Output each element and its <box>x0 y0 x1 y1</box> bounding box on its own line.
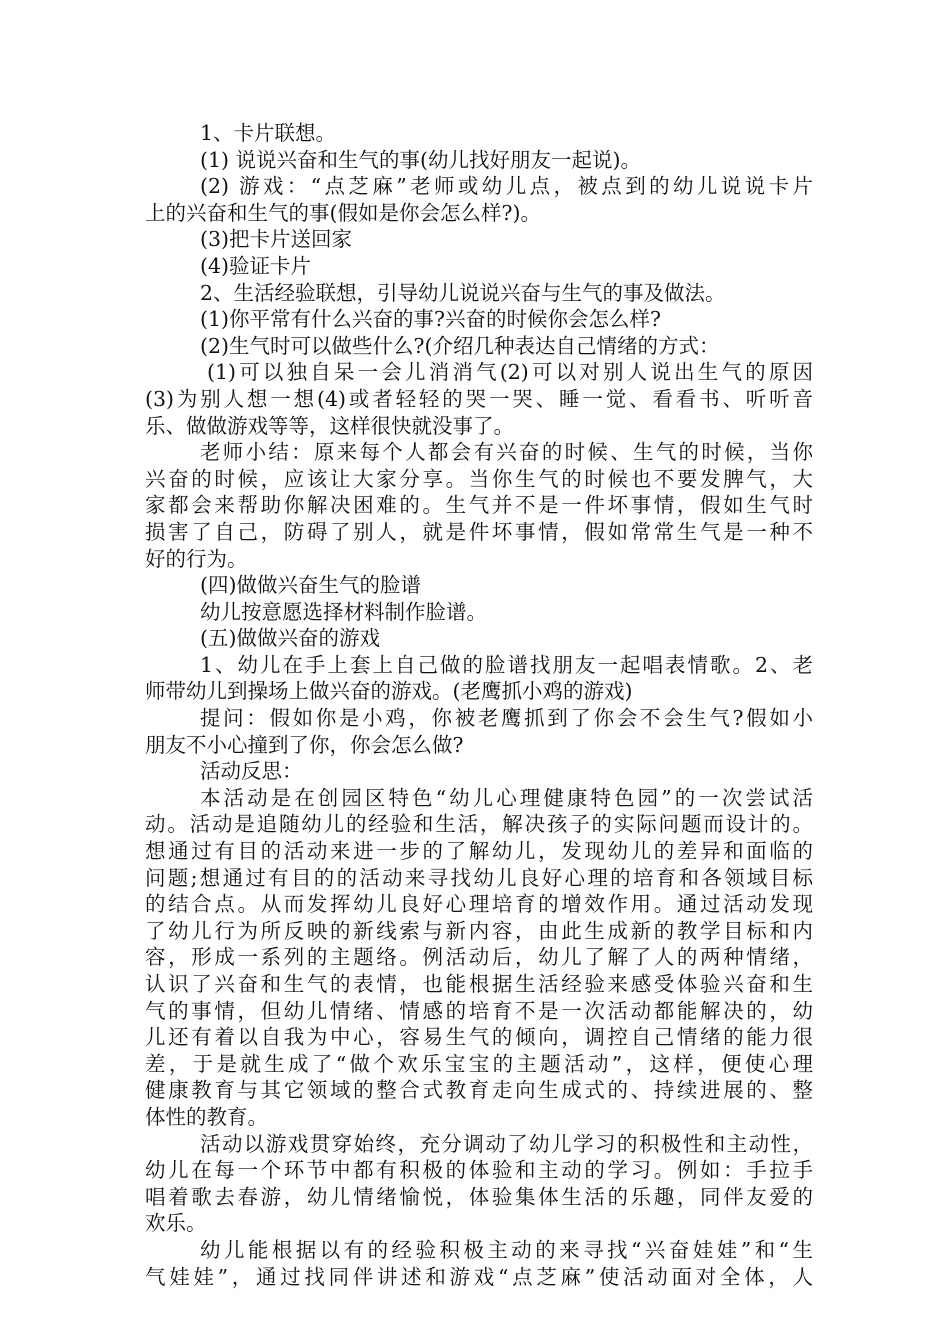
text-line: 1、幼儿在手上套上自己做的脸谱找朋友一起唱表情歌。2、老 <box>200 652 813 677</box>
text-line: 幼儿能根据以有的经验积极主动的来寻找“兴奋娃娃”和“生 <box>200 1237 813 1262</box>
text-line: 认识了兴奋和生气的表情，也能根据生活经验来感受体验兴奋和生 <box>145 972 813 996</box>
text-line: 健康教育与其它领域的整合式教育走向生成式的、持续进展的、整 <box>145 1078 813 1103</box>
text-line: 儿还有着以自我为中心，容易生气的倾向，调控自己情绪的能力很 <box>145 1025 813 1050</box>
text-line: 老师小结：原来每个人都会有兴奋的时候、生气的时候，当你 <box>200 440 813 465</box>
section-heading: (五)做做兴奋的游戏 <box>200 626 380 651</box>
text-line: 欢乐。 <box>145 1211 207 1236</box>
text-line: 问题;想通过有目的的活动来寻找幼儿良好心理的培育和各领域目标 <box>145 865 813 890</box>
text-line: (3)把卡片送回家 <box>200 227 353 252</box>
text-line: 了幼儿行为所反映的新线索与新内容，由此生成新的教学目标和内 <box>145 918 813 943</box>
text-line: (2) 游戏：“点芝麻”老师或幼儿点，被点到的幼儿说说卡片 <box>200 174 813 199</box>
text-line: 幼儿按意愿选择材料制作脸谱。 <box>200 599 487 624</box>
text-line: 唱着歌去春游，幼儿情绪愉悦，体验集体生活的乐趣，同伴友爱的 <box>145 1184 813 1209</box>
text-line: 好的行为。 <box>145 546 248 571</box>
section-heading: 活动反思： <box>200 759 303 784</box>
text-line: 1、卡片联想。 <box>200 121 337 145</box>
text-line: 乐、做做游戏等等，这样很快就没事了。 <box>145 413 514 438</box>
text-line: 2、生活经验联想，引导幼儿说说兴奋与生气的事及做法。 <box>200 280 726 305</box>
text-line: (1) 说说兴奋和生气的事(幼儿找好朋友一起说)。 <box>200 147 642 172</box>
text-line: 容，形成一系列的主题络。例活动后，幼儿了解了人的两种情绪， <box>145 945 813 970</box>
text-line: 兴奋的时候，应该让大家分享。当你生气的时候也不要发脾气，大 <box>145 466 813 491</box>
text-line: 上的兴奋和生气的事(假如是你会怎么样?)。 <box>145 200 541 225</box>
text-line: 家都会来帮助你解决困难的。生气并不是一件坏事情，假如生气时 <box>145 493 813 518</box>
text-line: 想通过有目的活动来进一步的了解幼儿，发现幼儿的差异和面临的 <box>145 839 813 864</box>
text-line: 幼儿在每一个环节中都有积极的体验和主动的学习。例如：手拉手 <box>145 1158 813 1183</box>
text-line: (2)生气时可以做些什么?(介绍几种表达自己情绪的方式： <box>200 333 720 358</box>
text-line: (1)可以独自呆一会儿消消气(2)可以对别人说出生气的原因 <box>207 360 813 385</box>
text-line: 体性的教育。 <box>145 1104 268 1129</box>
text-line: (3)为别人想一想(4)或者轻轻的哭一哭、睡一觉、看看书、听听音 <box>145 386 813 411</box>
text-line: 本活动是在创园区特色“幼儿心理健康特色园”的一次尝试活 <box>200 785 813 810</box>
text-line: 动。活动是追随幼儿的经验和生活，解决孩子的实际问题而设计的。 <box>145 812 813 837</box>
text-line: (4)验证卡片 <box>200 253 312 278</box>
text-line: 气娃娃”，通过找同伴讲述和游戏“点芝麻”使活动面对全体，人 <box>145 1264 813 1289</box>
text-line: 差，于是就生成了“做个欢乐宝宝的主题活动”，这样，便使心理 <box>145 1051 813 1076</box>
section-heading: (四)做做兴奋生气的脸谱 <box>200 573 421 598</box>
text-line: 损害了自己，防碍了别人，就是件坏事情，假如常常生气是一种不 <box>145 519 813 544</box>
text-line: 活动以游戏贯穿始终，充分调动了幼儿学习的积极性和主动性， <box>200 1131 813 1156</box>
text-line: 气的事情，但幼儿情绪、情感的培育不是一次活动都能解决的，幼 <box>145 998 813 1023</box>
text-line: 提问：假如你是小鸡，你被老鹰抓到了你会不会生气?假如小 <box>200 706 813 731</box>
text-line: 朋友不小心撞到了你，你会怎么做? <box>145 732 464 757</box>
text-line: 师带幼儿到操场上做兴奋的游戏。(老鹰抓小鸡的游戏) <box>145 679 633 704</box>
text-line: (1)你平常有什么兴奋的事?兴奋的时候你会怎么样? <box>200 307 662 332</box>
document-body <box>145 120 813 1290</box>
text-line: 的结合点。从而发挥幼儿良好心理培育的增效作用。通过活动发现 <box>145 892 813 917</box>
